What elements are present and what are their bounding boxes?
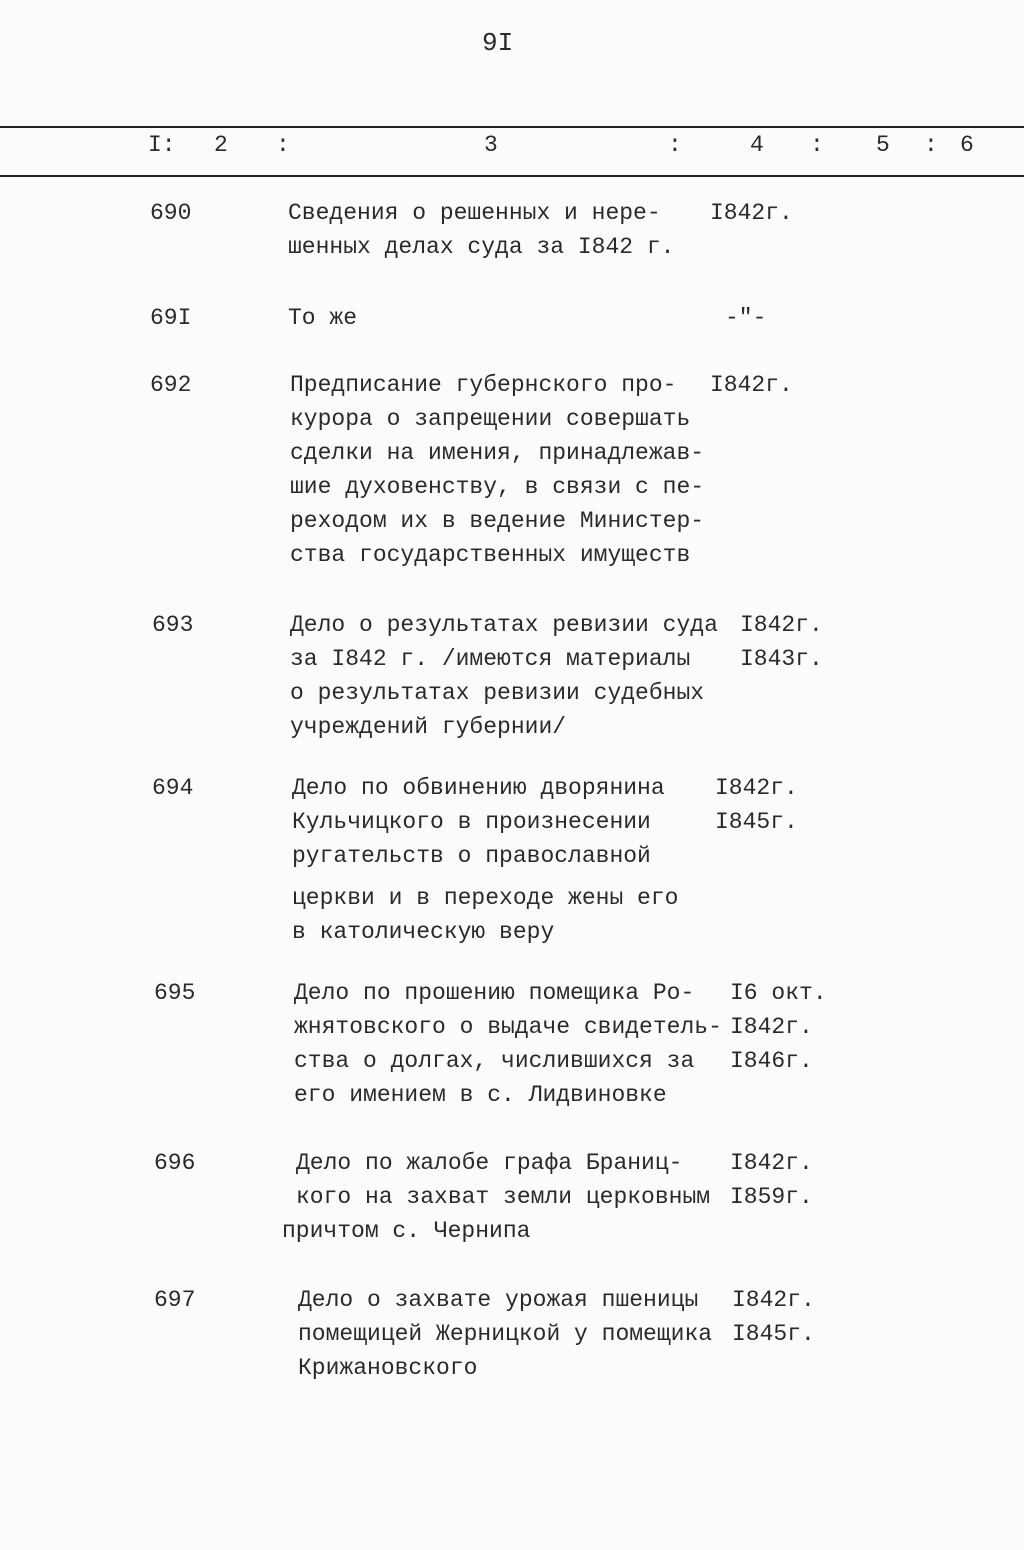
page-number: 9I	[482, 28, 514, 58]
description-line: за I842 г. /имеются материалы	[290, 646, 691, 672]
entry-number: 696	[154, 1150, 196, 1176]
entry-number: 690	[150, 200, 192, 226]
description-line: сделки на имения, принадлежав-	[290, 440, 705, 466]
description-line: причтом с. Чернипа	[282, 1218, 531, 1244]
description-line: Предписание губернского про-	[290, 372, 677, 398]
entry-number: 697	[154, 1287, 196, 1313]
date-value: I846г.	[730, 1048, 813, 1074]
description-line: курора о запрещении совершать	[290, 406, 691, 432]
description-line: Дело о результатах ревизии суда	[290, 612, 718, 638]
column-header-6: :	[810, 132, 824, 158]
date-value: I842г.	[730, 1014, 813, 1040]
column-header-4: :	[668, 132, 682, 158]
table-top-rule	[0, 126, 1024, 128]
description-line: ства государственных имуществ	[290, 542, 691, 568]
date-value: I842г.	[730, 1150, 813, 1176]
entry-number: 693	[152, 612, 194, 638]
description-line: кого на захват земли церковным	[296, 1184, 711, 1210]
date-value: I845г.	[732, 1321, 815, 1347]
date-value: I842г.	[710, 372, 793, 398]
description-line: учреждений губернии/	[290, 714, 567, 740]
column-header-3: 3	[484, 132, 498, 158]
description-line: Дело по обвинению дворянина	[292, 775, 665, 801]
entry-number: 692	[150, 372, 192, 398]
description-line: Дело о захвате урожая пшеницы	[298, 1287, 699, 1313]
column-header-1: 2	[214, 132, 228, 158]
entry-number: 694	[152, 775, 194, 801]
description-line: шенных делах суда за I842 г.	[288, 234, 675, 260]
date-value: I845г.	[715, 809, 798, 835]
column-header-5: 4	[750, 132, 764, 158]
description-line: Сведения о решенных и нере-	[288, 200, 661, 226]
description-line: шие духовенству, в связи с пе-	[290, 474, 705, 500]
description-line: ства о долгах, числившихся за	[294, 1048, 695, 1074]
description-line: помещицей Жерницкой у помещика	[298, 1321, 713, 1347]
description-line: о результатах ревизии судебных	[290, 680, 705, 706]
description-line: Крижановского	[298, 1355, 478, 1381]
column-header-9: 6	[960, 132, 974, 158]
date-value: -"-	[725, 305, 767, 331]
header-bottom-rule	[0, 175, 1024, 177]
description-line: в католическую веру	[292, 919, 555, 945]
description-line: ругательств о православной	[292, 843, 651, 869]
description-line: его имением в с. Лидвиновке	[294, 1082, 667, 1108]
description-line: церкви и в переходе жены его	[292, 885, 679, 911]
date-value: I842г.	[732, 1287, 815, 1313]
description-line: реходом их в ведение Министер-	[290, 508, 705, 534]
description-line: То же	[288, 305, 358, 331]
description-line: Дело по жалобе графа Браниц-	[296, 1150, 683, 1176]
date-value: I842г.	[740, 612, 823, 638]
description-line: Дело по прошению помещика Ро-	[294, 980, 695, 1006]
column-header-7: 5	[876, 132, 890, 158]
entry-number: 695	[154, 980, 196, 1006]
date-value: I843г.	[740, 646, 823, 672]
date-value: I859г.	[730, 1184, 813, 1210]
date-value: I842г.	[710, 200, 793, 226]
description-line: Кульчицкого в произнесении	[292, 809, 651, 835]
entry-number: 69I	[150, 305, 192, 331]
column-header-0: I:	[148, 132, 176, 158]
description-line: жнятовского о выдаче свидетель-	[294, 1014, 722, 1040]
column-header-8: :	[924, 132, 938, 158]
date-value: I842г.	[715, 775, 798, 801]
date-value: I6 окт.	[730, 980, 827, 1006]
column-header-2: :	[276, 132, 290, 158]
